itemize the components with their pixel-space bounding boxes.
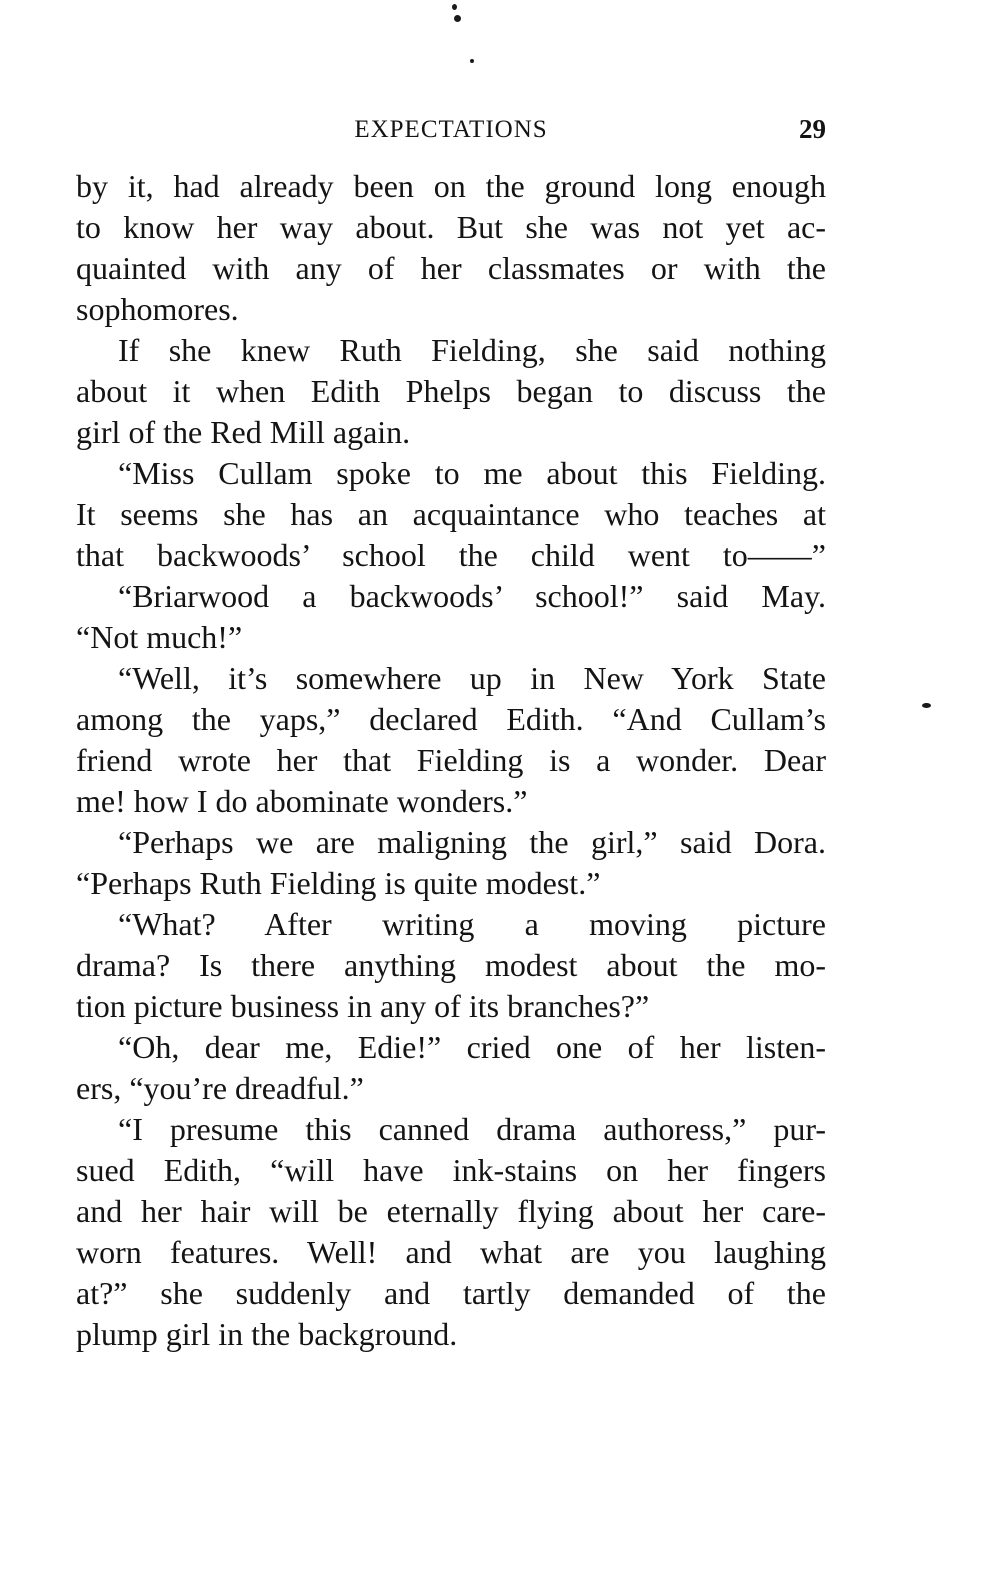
text-line: ers, “you’re dreadful.”	[76, 1070, 364, 1106]
text-line: about it when Edith Phelps began to discuss the	[76, 373, 826, 409]
text-line: and her hair will be eternally flying about her care-	[76, 1193, 826, 1229]
text-line: “What? After writing a moving picture	[118, 906, 826, 942]
page-number: 29	[799, 114, 826, 144]
text-line: at?” she suddenly and tartly demanded of the	[76, 1275, 826, 1311]
scan-speck	[454, 15, 461, 22]
text-line: sophomores.	[76, 291, 239, 327]
text-line: drama? Is there anything modest about the mo-	[76, 947, 826, 983]
text-line: plump girl in the background.	[76, 1316, 458, 1352]
text-line: “Oh, dear me, Edie!” cried one of her listen-	[118, 1029, 826, 1065]
scan-speck	[470, 59, 474, 63]
text-line: “I presume this canned drama authoress,” pur-	[118, 1111, 826, 1147]
text-line: worn features. Well! and what are you laughing	[76, 1234, 826, 1270]
text-line: “Miss Cullam spoke to me about this Fielding.	[118, 455, 826, 491]
text-line: friend wrote her that Fielding is a wonder. Dear	[76, 742, 826, 778]
text-line: among the yaps,” declared Edith. “And Cullam’s	[76, 701, 826, 737]
text-line: If she knew Ruth Fielding, she said nothing	[118, 332, 826, 368]
text-line: sued Edith, “will have ink-stains on her fingers	[76, 1152, 826, 1188]
scan-speck	[452, 4, 457, 10]
text-line: girl of the Red Mill again.	[76, 414, 411, 450]
text-line: tion picture business in any of its branches?”	[76, 988, 650, 1024]
text-line: quainted with any of her classmates or with the	[76, 250, 826, 286]
running-head	[76, 112, 826, 152]
text-line: to know her way about. But she was not yet ac-	[76, 209, 826, 245]
text-line: by it, had already been on the ground long enough	[76, 168, 826, 204]
text-line: me! how I do abominate wonders.”	[76, 783, 528, 819]
text-line: “Well, it’s somewhere up in New York State	[118, 660, 826, 696]
text-line: “Perhaps we are maligning the girl,” said Dora.	[118, 824, 826, 860]
scan-speck	[922, 703, 931, 708]
text-line: “Perhaps Ruth Fielding is quite modest.”	[76, 865, 601, 901]
text-line: that backwoods’ school the child went to——”	[76, 537, 826, 573]
text-line: “Briarwood a backwoods’ school!” said May.	[118, 578, 826, 614]
body-text	[76, 166, 826, 1355]
text-line: “Not much!”	[76, 619, 243, 655]
running-title: EXPECTATIONS	[354, 116, 548, 143]
text-line: It seems she has an acquaintance who teaches at	[76, 496, 826, 532]
